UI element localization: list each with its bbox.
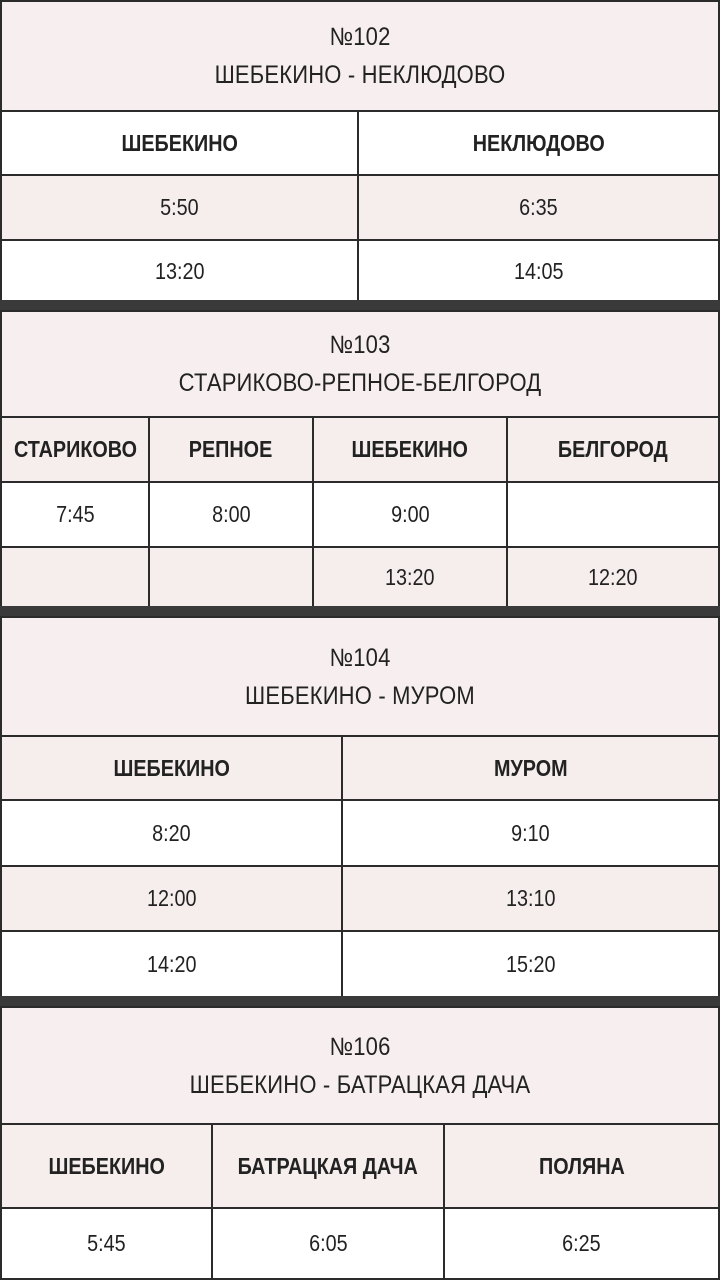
- time-cell: 13:10: [343, 867, 718, 932]
- column-header: ШЕБЕКИНО: [2, 112, 359, 176]
- time-cell: 13:20: [2, 241, 359, 302]
- time-cell: [508, 483, 718, 548]
- time-cell: 14:20: [2, 932, 343, 996]
- column-header: БАТРАЦКАЯ ДАЧА: [213, 1125, 445, 1209]
- route-header: [2, 618, 718, 737]
- time-cell: 14:05: [359, 241, 718, 302]
- time-cell: [2, 548, 150, 606]
- column-header: МУРОМ: [343, 737, 718, 801]
- route-name: ШЕБЕКИНО - НЕКЛЮДОВО: [214, 61, 506, 89]
- time-cell: 8:00: [150, 483, 314, 548]
- route-name: ШЕБЕКИНО - БАТРАЦКАЯ ДАЧА: [189, 1070, 531, 1099]
- time-cell: 15:20: [343, 932, 718, 996]
- time-cell: 8:20: [2, 801, 343, 867]
- divider: [0, 300, 720, 310]
- time-cell: 7:45: [2, 483, 150, 548]
- divider: [0, 606, 720, 616]
- route-name: ШЕБЕКИНО - МУРОМ: [245, 681, 475, 710]
- time-cell: 13:20: [314, 548, 508, 606]
- time-cell: 9:00: [314, 483, 508, 548]
- route-number: №104: [329, 643, 391, 672]
- route-104-table: [0, 616, 720, 998]
- column-header: БЕЛГОРОД: [508, 418, 718, 483]
- time-cell: 6:25: [445, 1209, 718, 1278]
- column-header: НЕКЛЮДОВО: [359, 112, 718, 176]
- route-name: СТАРИКОВО-РЕПНОЕ-БЕЛГОРОД: [178, 369, 542, 397]
- column-header: РЕПНОЕ: [150, 418, 314, 483]
- column-header: ШЕБЕКИНО: [2, 1125, 213, 1209]
- time-cell: 5:50: [2, 176, 359, 241]
- route-106-table: [0, 1006, 720, 1280]
- divider: [0, 996, 720, 1006]
- route-number: №106: [329, 1032, 391, 1061]
- route-number: №102: [329, 23, 391, 51]
- time-cell: 6:35: [359, 176, 718, 241]
- route-header: [2, 2, 718, 112]
- route-103-table: [0, 310, 720, 608]
- time-cell: 6:05: [213, 1209, 445, 1278]
- route-number: №103: [329, 331, 391, 359]
- column-header: ШЕБЕКИНО: [314, 418, 508, 483]
- column-header: ПОЛЯНА: [445, 1125, 718, 1209]
- column-header: ШЕБЕКИНО: [2, 737, 343, 801]
- route-102-table: [0, 0, 720, 302]
- route-header: [2, 312, 718, 418]
- route-header: [2, 1008, 718, 1125]
- time-cell: [150, 548, 314, 606]
- time-cell: 9:10: [343, 801, 718, 867]
- time-cell: 12:00: [2, 867, 343, 932]
- time-cell: 5:45: [2, 1209, 213, 1278]
- column-header: СТАРИКОВО: [2, 418, 150, 483]
- time-cell: 12:20: [508, 548, 718, 606]
